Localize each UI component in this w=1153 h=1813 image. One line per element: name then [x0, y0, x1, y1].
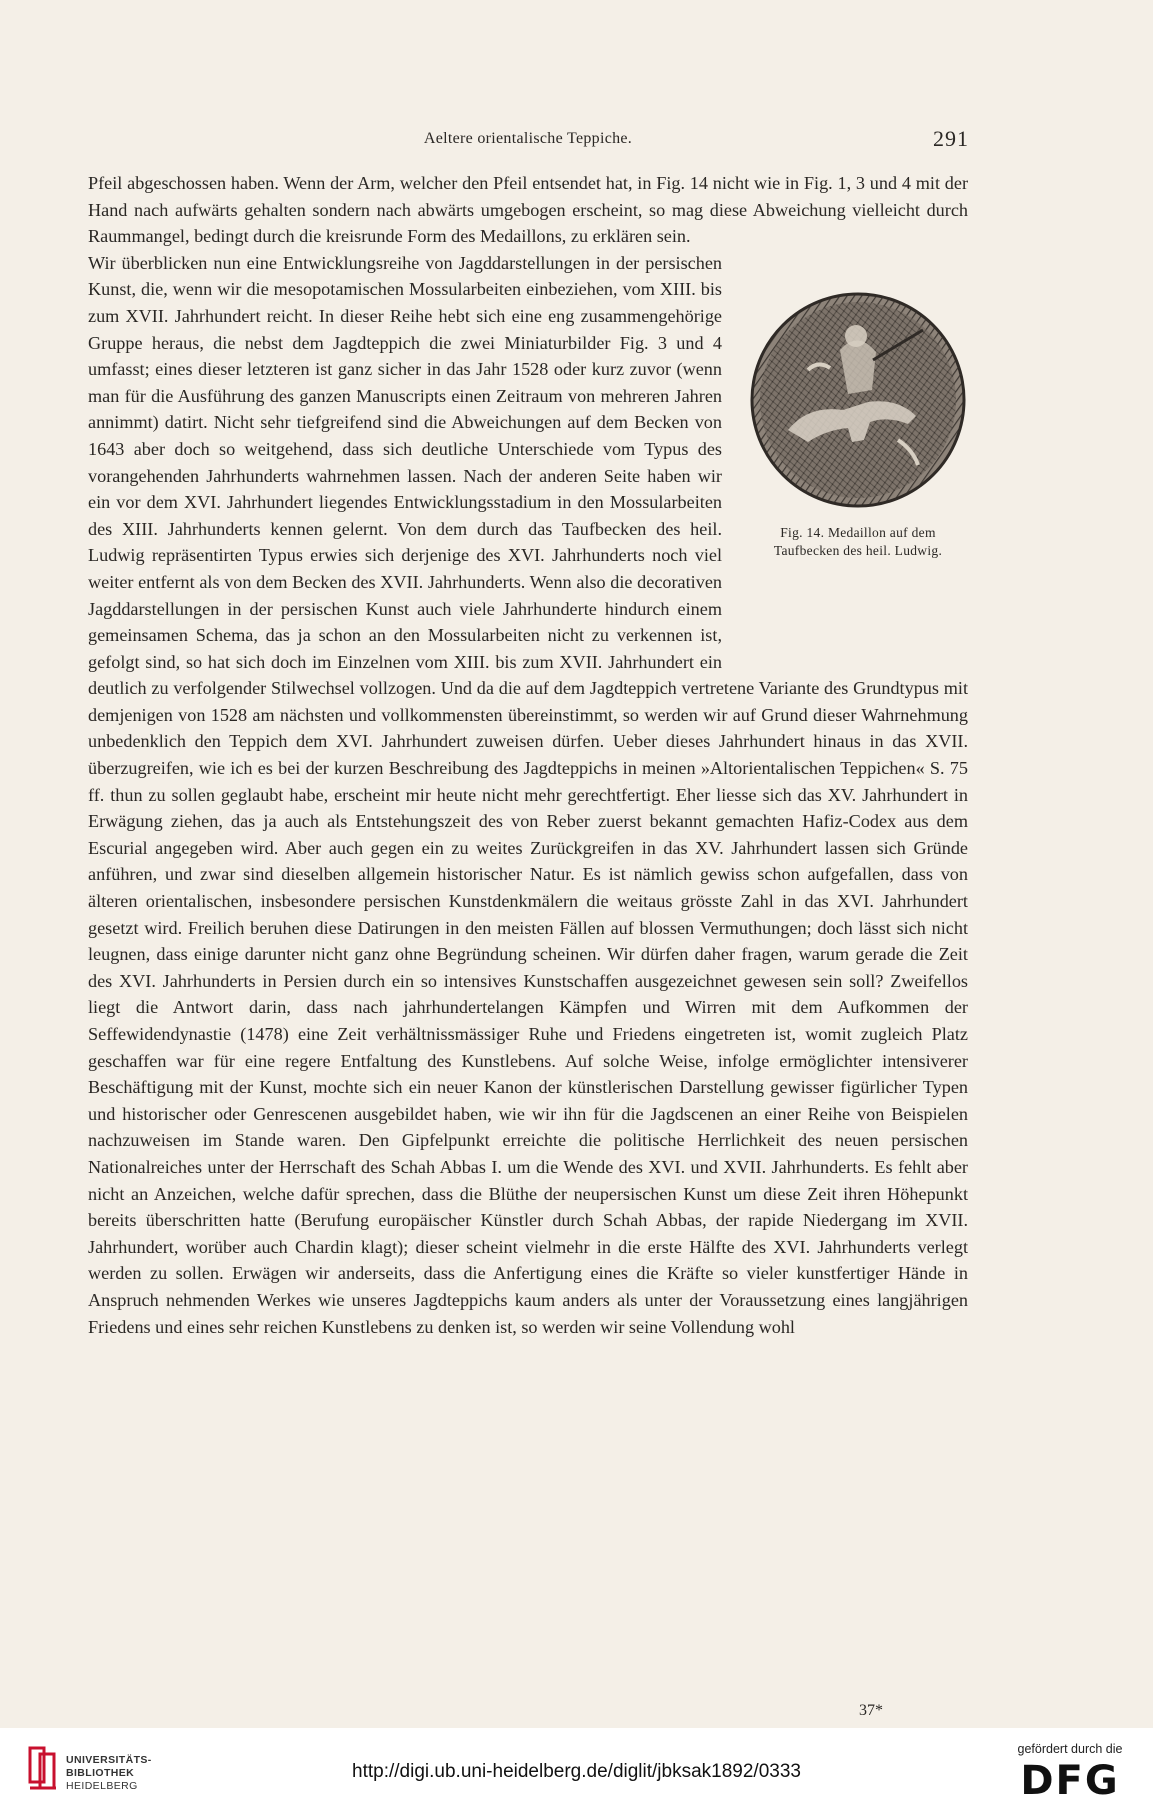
signature-mark: 37*: [859, 1702, 883, 1719]
figure-caption-line-1: Fig. 14. Medaillon auf dem: [780, 524, 936, 540]
running-title: Aeltere orientalische Teppiche.: [423, 130, 633, 147]
library-name-line-3: HEIDELBERG: [66, 1780, 138, 1792]
paragraph-2-text: Wir überblicken nun eine Entwicklungsreihe von Jagddarstellungen in der persischen Kunst, die, wenn wir die mesopotamischen Mossularbeiten einbeziehen, vom XIII. bis zum XVII. Jahrhundert reicht. In dieser Reihe hebt sich eine eng zusammengehörige Gruppe heraus, die nebst dem Jagdteppich die zwei Miniaturbilder Fig. 3 und 4 umfasst; eines dieser letzteren ist ganz sicher in das Jahr 1528 oder kurz zuvor (wenn man für die Ausführung des ganzen Manuscripts einen Zeitraum von mehreren Jahren annimmt) datirt. Nicht sehr tiefgreifend sind die Abweichungen auf dem Becken von 1643 aber doch so weitgehend, dass sich deutliche Unterschiede vom Typus des vorangehenden Jahrhunderts wahrnehmen lassen. Nach der anderen Seite haben wir ein vor dem XVI. Jahrhundert liegendes Entwicklungsstadium in den Mossularbeiten des XIII. Jahrhunderts kennen gelernt. Von dem durch das Taufbecken des heil. Ludwig repräsentirten Typus erwies sich derjenige des XVI. Jahrhunderts noch viel weiter entfernt als von dem Becken des XVII. Jahrhunderts. Wenn also die decorativen Jagddarstellungen in der persischen Kunst auch viele Jahrhunderte hindurch einem gemeinsamen Schema, das ja schon an den Mossularbeiten nicht zu verkennen ist, gefolgt sind, so hat sich doch im Einzelnen vom XIII. bis zum XVII. Jahrhundert ein deutlich zu verfolgender Stilwechsel vollzogen. Und da die auf dem Jagdteppich vertretene Variante des Grundtypus mit demjenigen von 1528 am nächsten und vollkommensten übereinstimmt, so werden wir auf Grund dieser Wahrnehmung unbedenklich den Teppich dem XVI. Jahrhundert zuweisen dürfen. Ueber dieses Jahrhundert hinaus in das XVII. überzugreifen, wie ich es bei der kurzen Beschreibung des Jagdteppichs in meinen »Altorientalischen Teppichen« S. 75 ff. thun zu sollen geglaubt habe, erscheint mir heute nicht mehr gerechtfertigt. Eher liesse sich das XV. Jahrhundert in Erwägung ziehen, das ja auch als Entstehungszeit des von Reber zuerst bekannt gemachten Hafiz-Codex aus dem Escurial angegeben wird. Aber auch gegen ein zu weites Zurückgreifen in das XV. Jahrhundert lassen sich Gründe anführen, und zwar sind dieselben allgemein historischer Natur. Es ist nämlich gewiss schon aufgefallen, dass von älteren orientalischen, insbesondere persischen Kunstdenkmälern die weitaus grösste Zahl in das XVI. Jahrhundert gesetzt wird. Freilich beruhen diese Datirungen in den meisten Fällen auf blossen Vermuthungen; doch lässt sich nicht leugnen, dass einige darunter nicht ganz ohne Begründung scheinen. Wir dürfen daher fragen, warum gerade die Zeit des XVI. Jahrhunderts in Persien durch ein so intensives Kunstschaffen ausgezeichnet gewesen sein soll? Zweifellos liegt die Antwort darin, dass nach jahrhundertelangen Kämpfen und Wirren mit dem Aufkommen der Seffewidendynastie (1478) eine Zeit verhältnissmässiger Ruhe und Friedens eingetreten ist, womit zugleich Platz geschaffen war für eine regere Entfaltung des Kunstlebens. Auf solche Weise, infolge ermöglichter intensiverer Beschäftigung mit der Kunst, mochte sich ein neuer Kanon der künstlerischen Darstellung gewisser figürlicher Typen und historischer oder Genrescenen ausgebildet haben, wie wir ihn für die Jagdscenen an einer Reihe von Beispielen nachzuweisen im Stande waren. Den Gipfelpunkt erreichte die politische Herrlichkeit des neuen persischen Nationalreiches unter der Herrschaft des Schah Abbas I. um die Wende des XVI. und XVII. Jahrhunderts. Es fehlt aber nicht an Anzeichen, welche dafür sprechen, dass die Blüthe der neupersischen Kunst um diese Zeit ihren Höhepunkt bereits überschritten hatte (Berufung europäischer Künstler durch Schah Abbas, der rapide Niedergang im XVII. Jahrhundert, worüber auch Chardin klagt); dieser scheint vielmehr in die erste Hälfte des XVI. Jahrhunderts verlegt werden zu sollen. Erwägen wir anderseits, dass die Anfertigung eines die Kräfte so vieler kunstfertiger Hände in Anspruch nehmenden Werkes wie unseres Jagdteppichs kaum anders als unter der Voraussetzung eines langjährigen Friedens und eines sehr reichen Kunstlebens zu denken ist, so werden wir seine Vollendung wohl: [88, 252, 968, 1337]
footer-bar: [0, 1728, 1153, 1813]
paragraph-1-text: Pfeil abgeschossen haben. Wenn der Arm, welcher den Pfeil entsendet hat, in Fig. 14 nicht wie in Fig. 1, 3 und 4 mit der Hand nach aufwärts gehalten sondern nach abwärts umgebogen erscheint, so mag diese Abweichung vielleicht durch Raummangel, bedingt durch die kreisrunde Form des Medaillons, zu erklären sein.: [88, 173, 968, 247]
sponsor-text: gefördert durch die: [1017, 1742, 1123, 1756]
medallion-image: [748, 290, 968, 510]
dfg-logo-icon: DFG: [1020, 1758, 1120, 1804]
source-url-link[interactable]: http://digi.ub.uni-heidelberg.de/diglit/jbksak1892/0333: [352, 1761, 801, 1782]
dfg-sponsor: [1005, 1742, 1135, 1802]
paragraph-1: [88, 170, 968, 250]
page-number: 291: [933, 126, 969, 151]
figure-caption-line-2: Taufbecken des heil. Ludwig.: [773, 542, 943, 558]
library-name-line-2: BIBLIOTHEK: [66, 1767, 135, 1779]
figure-caption: [748, 524, 968, 560]
figure-14: [748, 290, 968, 646]
library-name-line-1: UNIVERSITÄTS-: [66, 1754, 152, 1766]
body-text: [88, 170, 968, 1340]
